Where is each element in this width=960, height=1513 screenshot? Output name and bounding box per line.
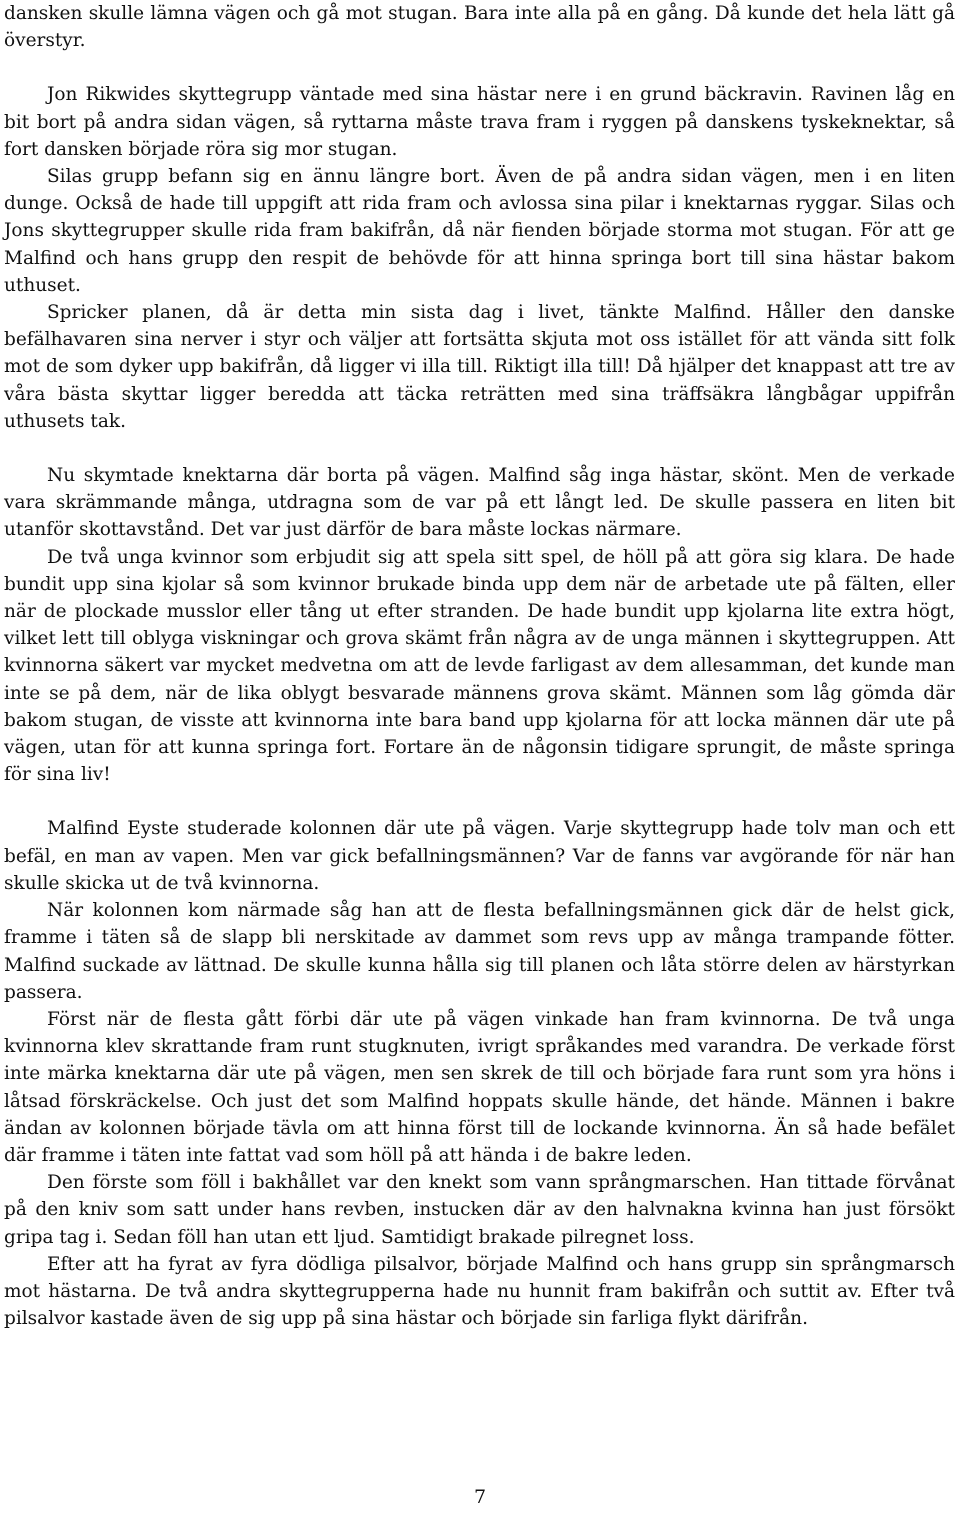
page-number: 7 — [473, 1486, 487, 1508]
paragraph-9: Först när de flesta gått förbi där ute på vägen vinkade han fram kvinnorna. De två unga kvinnorna klev skrattande fram runt stugknuten, ivrigt språkandes med varandra. De verkade först inte märka knektarna där ute på vägen, men sen skrek de till och började fara runt som yra höns i låtsad förskräckelse. Och just det som Malfind hoppats skulle hände, det hände. Männen i bakre ändan av kolonnen började tävla om att hinna först till de lockande kvinnorna. Än så hade befälet där framme i täten inte fattat vad som höll på att hända i de bakre leden. — [4, 1008, 955, 1166]
paragraph-7: Malfind Eyste studerade kolonnen där ute på vägen. Varje skyttegrupp hade tolv man och ett befäl, en man av vapen. Men var gick befallningsmännen? Var de fanns var avgörande för när han skulle skicka ut de två kvinnorna. — [4, 818, 955, 894]
paragraph-gap — [4, 788, 955, 815]
paragraph-4: Spricker planen, då är detta min sista dag i livet, tänkte Malfind. Håller den danske befälhavaren sina nerver i styr och väljer att fortsätta skjuta mot oss istället för att vända sitt folk mot de som dyker upp bakifrån, då ligger vi illa till. Riktigt illa till! Då hjälper det knappast att tre av våra bästa skyttar ligger beredda att täcka reträtten med sina träffsäkra långbågar uppifrån uthusets tak. — [4, 302, 955, 432]
paragraph-10: Den förste som föll i bakhållet var den knekt som vann språngmarschen. Han tittade förvånat på den kniv som satt under hans revben, instucken där av den halvnakna kvinna han just försökt gripa tag i. Sedan föll han utan ett ljud. Samtidigt brakade pilregnet loss. — [4, 1172, 955, 1248]
paragraph-11: Efter att ha fyrat av fyra dödliga pilsalvor, började Malfind och hans grupp sin språngmarsch mot hästarna. De två andra skyttegrupperna hade nu hunnit fram bakifrån och suttit av. Efter två pilsalvor kastade även de sig upp på sina hästar och började sin farliga flykt därifrån. — [4, 1253, 955, 1330]
paragraph-6: De två unga kvinnor som erbjudit sig att spela sitt spel, de höll på att göra sig klara. De hade bundit upp sina kjolar så som kvinnor brukade binda upp dem när de arbetade ute på fälten, eller när de plockade musslor eller tång ut efter stranden. De hade bundit upp kjolarna lite extra högt, vilket lett till oblyga viskningar och grova skämt från några av de unga männen i skyttegruppen. Att kvinnorna säkert var mycket medvetna om att de levde farligast av dem allesamman, det kunde man inte se på dem, när de lika oblygt besvarade männens grova skämt. Männen som låg gömda där bakom stugan, de visste att kvinnorna inte bara band upp kjolarna för att locka männen där ute på vägen, utan för att kunna springa fort. Fortare än de någonsin tidigare sprungit, de måste springa för sina liv! — [4, 546, 955, 786]
paragraph-gap — [4, 54, 955, 81]
paragraph-8: När kolonnen kom närmade såg han att de flesta befallningsmännen gick där de helst gick, framme i täten så de slapp bli nerskitade av dammet som revs upp av många trampande fötter. Malfind suckade av lättnad. De skulle kunna hålla sig till planen och låta större delen av härstyrkan passera. — [4, 900, 955, 1003]
paragraph-1: dansken skulle lämna vägen och gå mot stugan. Bara inte alla på en gång. Då kunde det hela lätt gå överstyr. — [4, 3, 955, 52]
paragraph-3: Silas grupp befann sig en ännu längre bort. Även de på andra sidan vägen, men i en liten dunge. Också de hade till uppgift att rida fram och avlossa sina pilar i knektarnas ryggar. Silas och Jons skyttegrupper skulle rida fram bakifrån, då när fienden började storma mot stugan. För att ge Malfind och hans grupp den respit de behövde för att hinna springa bort till sina hästar bakom uthuset. — [4, 166, 955, 296]
document-page — [4, 0, 955, 1332]
paragraph-2: Jon Rikwides skyttegrupp väntade med sina hästar nere i en grund bäckravin. Ravinen låg en bit bort på andra sidan vägen, så ryttarna måste trava fram i ryggen på danskens tyskeknektar, så fort dansken började röra sig mor stugan. — [4, 84, 955, 160]
paragraph-5: Nu skymtade knektarna där borta på vägen. Malfind såg inga hästar, skönt. Men de verkade vara skrämmande många, utdragna som de var på ett långt led. De skulle passera en liten bit utanför skottavstånd. Det var just därför de bara måste lockas närmare. — [4, 465, 955, 541]
paragraph-gap — [4, 435, 955, 462]
